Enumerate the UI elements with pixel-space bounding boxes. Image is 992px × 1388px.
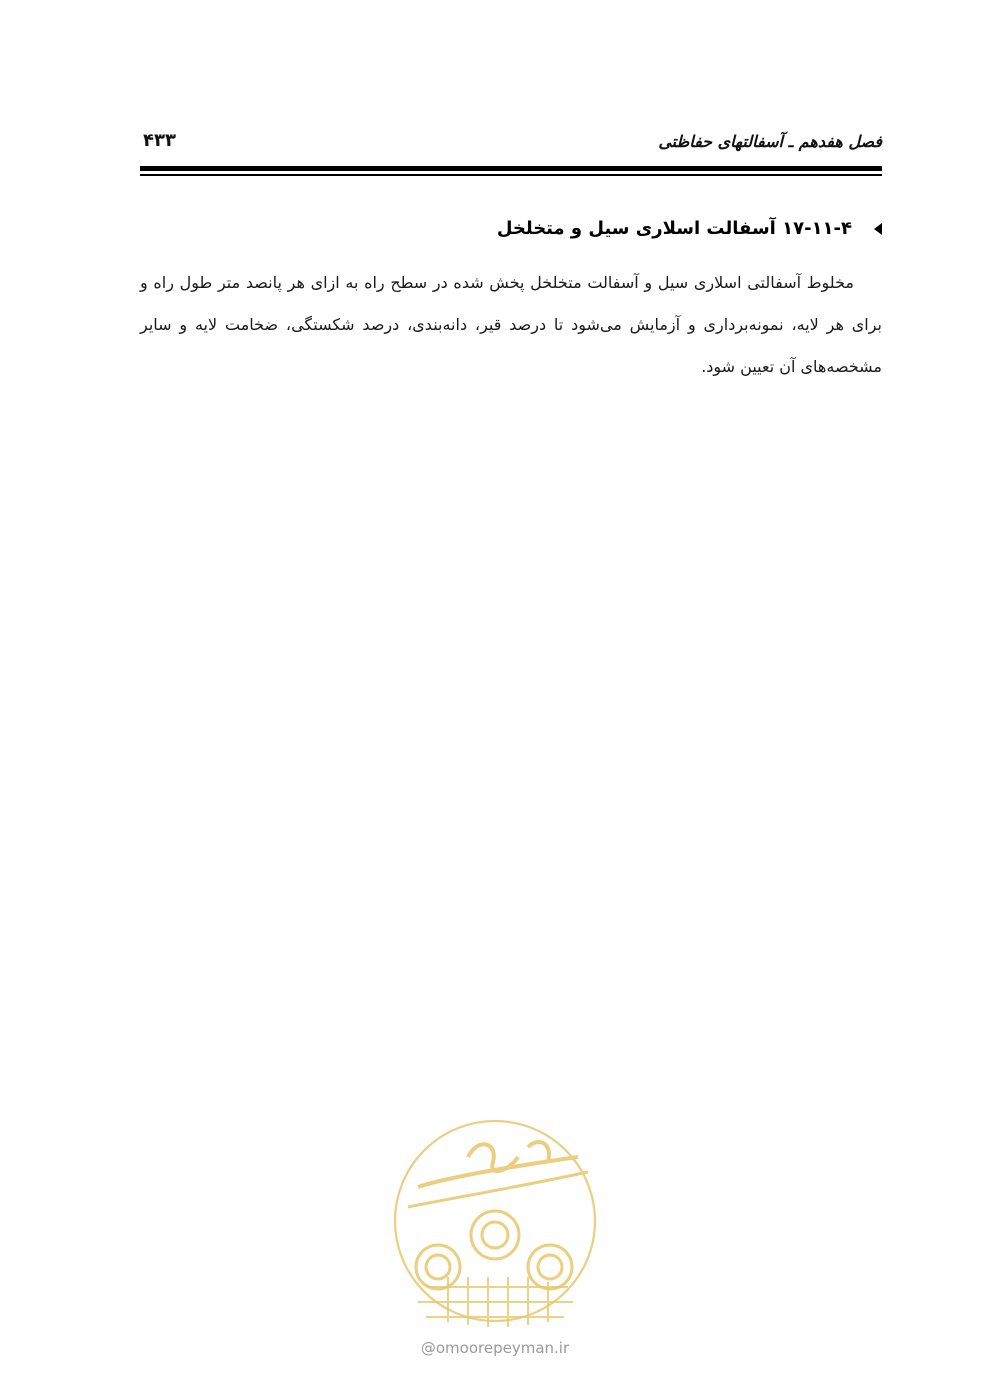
watermark-logo [388,1117,602,1367]
section-title [497,218,852,239]
watermark-url: @omoorepeyman.ir [420,1339,570,1357]
section-title-text: آسفالت اسلاری سیل و متخلخل [496,218,776,239]
section-number: ۱۷-۱۱-۴ [782,218,852,239]
triangle-bullet-icon [874,223,882,235]
running-header-chapter-title: فصل هفدهم ـ آسفالتهای حفاظتی [658,132,882,151]
header-rule-thick [140,166,882,171]
header-rule-thin [140,174,882,176]
watermark-emblem-icon [388,1117,602,1333]
page-number: ۴۳۳ [143,130,176,151]
section-heading [497,218,882,239]
body-paragraph: مخلوط آسفالتی اسلاری سیل و آسفالت متخلخل پخش شده در سطح راه به ازای هر پانصد متر طول راه و برای هر لایه، نمونه‌برداری و آزمایش می‌شود تا درصد قیر، دانه‌بندی، درصد شکستگی، ضخامت لایه و سایر مشخصه‌های آن تعیین شود. [140,273,882,376]
